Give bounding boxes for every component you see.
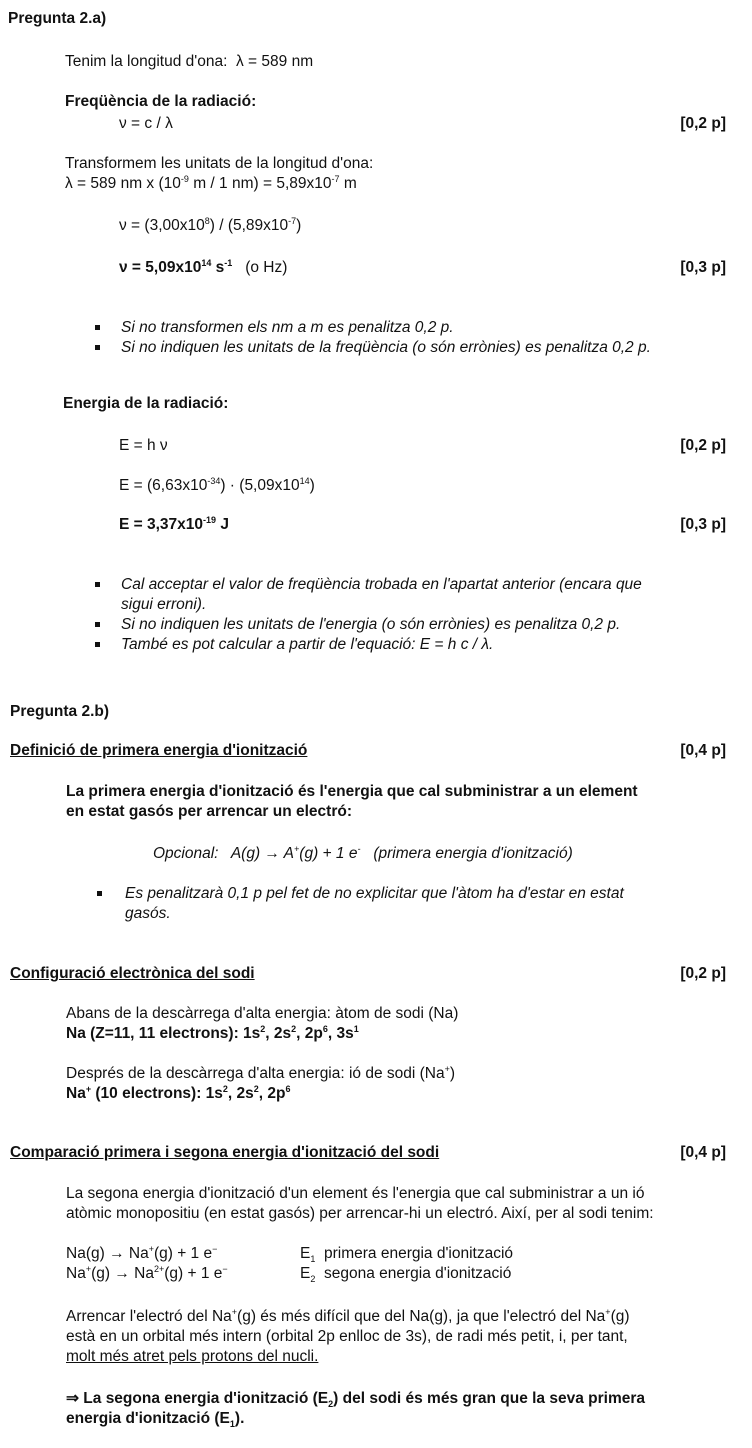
points-freq-formula: [0,2 p] <box>680 115 726 132</box>
bullet-marker <box>97 891 102 896</box>
definition-note-1: Es penalitzarà 0,1 p pel fet de no explicitar que l'àtom ha d'estar en estat <box>125 885 624 902</box>
frequency-calculation: $\nu = (3,00x10^8) / (5,89x10^{-7})$ <box>119 215 302 234</box>
energy-note-2: Si no indiquen les unitats de l'energia (o són errònies) es penalitza 0,2 p. <box>121 616 621 633</box>
transform-equation: λ = 589 nm x ($10^{-9}$ m / 1 $nm) = 5,89x10^{-7}$ m <box>65 173 357 192</box>
reaction-first-ionization: Na(g) → Na+(g) + 1 e− <box>66 1243 218 1262</box>
frequency-result: $\nu = 5,09x10^{14}$ $s^{-1}$ (o Hz) <box>119 257 288 276</box>
bullet-marker <box>95 325 100 330</box>
reaction-first-ionization-label: $E_1$ primera energia d'ionització <box>300 1245 514 1265</box>
energy-formula: E = h ν <box>119 437 168 454</box>
after-text: Després de la descàrrega d'alta energia: ió de sodi (Na+) <box>66 1063 456 1082</box>
explanation-2: està en un orbital més intern (orbital 2p enlloc de 3s), de radi més petit, i, per tant, <box>66 1328 628 1345</box>
energy-calculation: $E = (6,63x10^{-34}) \cdot (5,09x10^{14})$ <box>119 475 315 494</box>
definition-note-2: gasós. <box>125 905 171 922</box>
comparison-text-1: La segona energia d'ionització d'un element és l'energia que cal subministrar a un ió <box>66 1185 645 1202</box>
before-configuration: Na (Z=11, 11 electrons): $1s^2$, $2s^2$, $2p^6$, $3s^1$ <box>66 1023 359 1042</box>
energy-note-3: També es pot calcular a partir de l'equació: E = h c / λ. <box>121 636 494 653</box>
points-energy-formula: [0,2 p] <box>680 437 726 454</box>
section-heading-2a: Pregunta 2.a) <box>8 10 107 27</box>
reaction-second-ionization: $Na^+(g) \to Na^{2+}(g) + 1$ e− <box>66 1263 228 1282</box>
explanation-1: Arrencar l'electró del Na+(g) és més difícil que del Na(g), ja que l'electró del Na+(g) <box>66 1306 630 1325</box>
definition-heading: Definició de primera energia d'ionització <box>10 742 308 759</box>
freq-note-2: Si no indiquen les unitats de la freqüència (o són errònies) es penalitza 0,2 p. <box>121 339 651 356</box>
energy-note-1: Cal acceptar el valor de freqüència trobada en l'apartat anterior (encara que <box>121 576 642 593</box>
points-comparison: [0,4 p] <box>680 1144 726 1161</box>
comparison-heading: Comparació primera i segona energia d'ionització del sodi <box>10 1144 440 1161</box>
points-freq-result: [0,3 p] <box>680 259 726 276</box>
before-text: Abans de la descàrrega d'alta energia: àtom de sodi (Na) <box>66 1005 459 1022</box>
wavelength-line: Tenim la longitud d'ona: λ = 589 nm <box>65 53 314 70</box>
comparison-text-2: atòmic monopositiu (en estat gasós) per arrencar-hi un electró. Així, per al sodi tenim: <box>66 1205 654 1222</box>
frequency-formula: ν = c / λ <box>119 115 173 132</box>
definition-text-2: en estat gasós per arrencar un electró: <box>66 803 353 820</box>
energy-result: $E = 3,37x10^{-19}$ J <box>119 514 229 533</box>
bullet-marker <box>95 622 100 627</box>
frequency-heading: Freqüència de la radiació: <box>65 93 257 110</box>
points-configuration: [0,2 p] <box>680 965 726 982</box>
transform-text: Transformem les unitats de la longitud d'ona: <box>65 155 374 172</box>
freq-note-1: Si no transformen els nm a m es penalitza 0,2 p. <box>121 319 454 336</box>
bullet-marker <box>95 582 100 587</box>
optional-reaction: Opcional: A(g) → A+(g) + 1 e- (primera energia d'ionització) <box>153 843 573 862</box>
energy-heading: Energia de la radiació: <box>63 395 229 412</box>
definition-text-1: La primera energia d'ionització és l'energia que cal subministrar a un element <box>66 783 638 800</box>
explanation-3: molt més atret pels protons del nucli. <box>66 1348 319 1365</box>
points-energy-result: [0,3 p] <box>680 516 726 533</box>
conclusion-1: ⇒ La segona energia d'ionització $(E_2)$ del sodi és més gran que la seva primera <box>66 1390 646 1410</box>
energy-note-1-cont: sigui erroni). <box>121 596 207 613</box>
points-definition: [0,4 p] <box>680 742 726 759</box>
section-heading-2b: Pregunta 2.b) <box>10 703 110 720</box>
reaction-second-ionization-label: $E_2$ segona energia d'ionització <box>300 1265 512 1285</box>
conclusion-2: energia d'ionització $(E_1)$. <box>66 1410 245 1430</box>
after-configuration: Na+ (10 electrons): $1s^2$, $2s^2$, $2p^6$ <box>66 1083 291 1102</box>
configuration-heading: Configuració electrònica del sodi <box>10 965 255 982</box>
bullet-marker <box>95 345 100 350</box>
bullet-marker <box>95 642 100 647</box>
